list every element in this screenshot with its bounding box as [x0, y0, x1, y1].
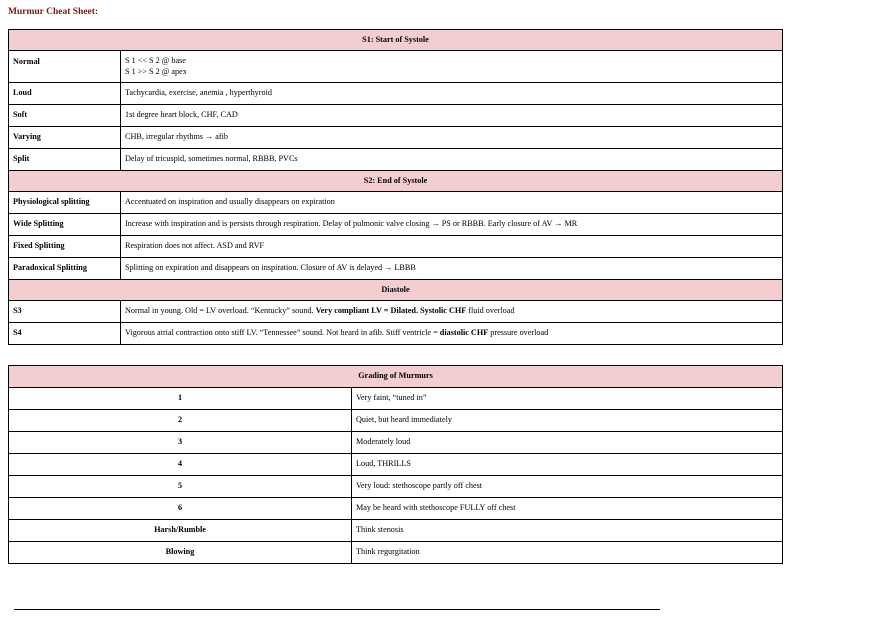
row-label: Wide Splitting	[9, 214, 121, 236]
row-label: Paradoxical Splitting	[9, 258, 121, 280]
s3-bold-text: Very compliant LV = Dilated. Systolic CHF	[315, 306, 467, 316]
table-row	[9, 127, 783, 149]
grade-desc: Quiet, but heard immediately	[352, 410, 783, 432]
grade-label: 5	[9, 476, 352, 498]
grade-label: 4	[9, 454, 352, 476]
row-desc: Increase with inspiration and is persists through respiration. Delay of pulmonic valve closing → PS or RBBB. Early closure of AV → MR	[121, 214, 783, 236]
row-label: Soft	[9, 105, 121, 127]
row-label: Split	[9, 149, 121, 171]
bottom-divider	[14, 609, 660, 610]
table-row	[9, 214, 783, 236]
heart-sounds-table	[8, 29, 783, 345]
table-row	[9, 432, 783, 454]
table-row	[9, 520, 783, 542]
row-desc: CHB, irregular rhythms → afib	[121, 127, 783, 149]
s4-text: Vigorous atrial contraction onto stiff LV. “Tennessee” sound. Not heard in afib. Stiff ventricle =	[125, 328, 440, 338]
s4-bold-text: diastolic CHF	[439, 328, 489, 338]
grade-label: Harsh/Rumble	[9, 520, 352, 542]
row-desc: Tachycardia, exercise, anemia , hyperthyroid	[121, 83, 783, 105]
normal-line-2: S 1 >> S 2 @ apex	[125, 66, 187, 76]
grade-desc: May be heard with stethoscope FULLY off chest	[352, 498, 783, 520]
grade-label: 1	[9, 388, 352, 410]
table-row	[9, 476, 783, 498]
normal-line-1: S 1 << S 2 @ base	[125, 56, 186, 66]
table-row	[9, 149, 783, 171]
grade-desc: Moderately loud	[352, 432, 783, 454]
row-desc	[121, 301, 783, 323]
row-label: S4	[9, 323, 121, 345]
grade-label: 6	[9, 498, 352, 520]
section-header-s2	[9, 171, 783, 192]
row-label: Physiological splitting	[9, 192, 121, 214]
s1-header: S1: Start of Systole	[9, 30, 783, 51]
grade-label: Blowing	[9, 542, 352, 564]
row-label: Varying	[9, 127, 121, 149]
table-row	[9, 105, 783, 127]
grade-desc: Loud, THRILLS	[352, 454, 783, 476]
grade-desc: Think stenosis	[352, 520, 783, 542]
table-row	[9, 83, 783, 105]
row-label: Normal	[9, 51, 121, 83]
row-desc: Splitting on expiration and disappears on inspiration. Closure of AV is delayed → LBBB	[121, 258, 783, 280]
grading-table	[8, 365, 783, 564]
table-row	[9, 51, 783, 83]
table-row	[9, 323, 783, 345]
table-row	[9, 542, 783, 564]
table-row	[9, 410, 783, 432]
table-row	[9, 258, 783, 280]
grade-label: 2	[9, 410, 352, 432]
grade-desc: Very loud: stethoscope partly off chest	[352, 476, 783, 498]
row-desc: Delay of tricuspid, sometimes normal, RBBB, PVCs	[121, 149, 783, 171]
section-header-grading	[9, 366, 783, 388]
s3-text-end: fluid overload	[466, 306, 515, 316]
s3-text: Normal in young. Old = LV overload. “Kentucky” sound.	[125, 306, 316, 316]
row-desc	[121, 51, 783, 83]
page-title: Murmur Cheat Sheet:	[8, 7, 99, 17]
row-label: Loud	[9, 83, 121, 105]
table-row	[9, 236, 783, 258]
table-row	[9, 498, 783, 520]
row-desc	[121, 323, 783, 345]
table-row	[9, 301, 783, 323]
row-desc: Respiration does not affect. ASD and RVF	[121, 236, 783, 258]
s4-text-end: pressure overload	[488, 328, 549, 338]
grade-label: 3	[9, 432, 352, 454]
grading-header: Grading of Murmurs	[9, 366, 783, 388]
table-row	[9, 388, 783, 410]
section-header-s1	[9, 30, 783, 51]
row-desc: Accentuated on inspiration and usually disappears on expiration	[121, 192, 783, 214]
row-label: Fixed Splitting	[9, 236, 121, 258]
row-desc: 1st degree heart block, CHF, CAD	[121, 105, 783, 127]
table-row	[9, 192, 783, 214]
table-row	[9, 454, 783, 476]
s2-header: S2: End of Systole	[9, 171, 783, 192]
row-label: S3	[9, 301, 121, 323]
diastole-header: Diastole	[9, 280, 783, 301]
grade-desc: Think regurgitation	[352, 542, 783, 564]
section-header-diastole	[9, 280, 783, 301]
grade-desc: Very faint, “tuned in”	[352, 388, 783, 410]
